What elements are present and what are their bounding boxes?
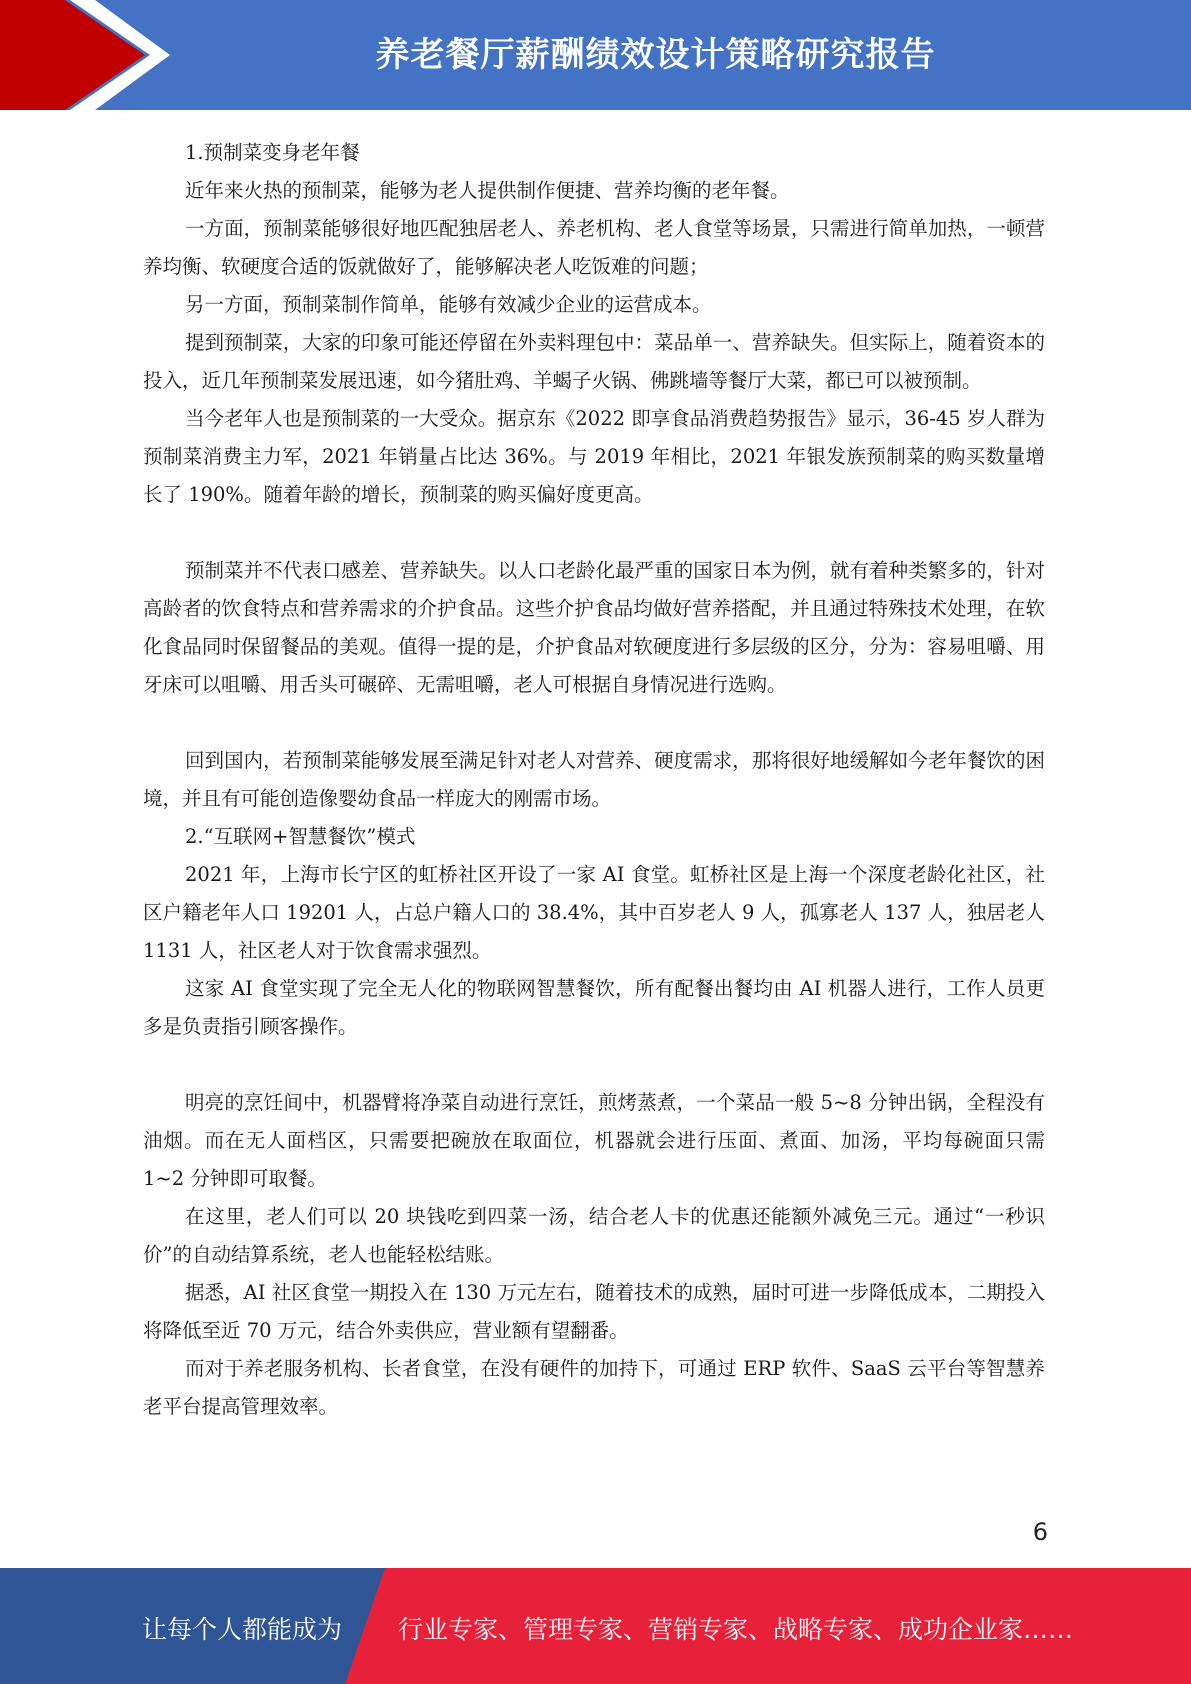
footer-slogan-left: 让每个人都能成为	[142, 1615, 343, 1644]
paragraph: 据悉，AI 社区食堂一期投入在 130 万元左右，随着技术的成熟，届时可进一步降低成本，二期投入将降低至近 70 万元，结合外卖供应，营业额有望翻番。	[143, 1281, 1045, 1342]
page-header	[0, 0, 1191, 110]
paragraph: 这家 AI 食堂实现了完全无人化的物联网智慧餐饮，所有配餐出餐均由 AI 机器人进行，工作人员更多是负责指引顾客操作。	[143, 977, 1045, 1038]
paragraph: 预制菜并不代表口感差、营养缺失。以人口老龄化最严重的国家日本为例，就有着种类繁多的，针对高龄者的饮食特点和营养需求的介护食品。这些介护食品均做好营养搭配，并且通过特殊技术处理，在软化食品同时保留餐品的美观。值得一提的是，介护食品对软硬度进行多层级的区分，分为：容易咀嚼、用牙床可以咀嚼、用舌头可碾碎、无需咀嚼，老人可根据自身情况进行选购。	[143, 559, 1045, 696]
paragraph: 回到国内，若预制菜能够发展至满足针对老人对营养、硬度需求，那将很好地缓解如今老年餐饮的困境，并且有可能创造像婴幼食品一样庞大的刚需市场。	[143, 749, 1045, 810]
paragraph-gap	[143, 514, 1045, 552]
paragraph: 在这里，老人们可以 20 块钱吃到四菜一汤，结合老人卡的优惠还能额外减免三元。通过“一秒识价”的自动结算系统，老人也能轻松结账。	[143, 1205, 1045, 1266]
paragraph: 明亮的烹饪间中，机器臂将净菜自动进行烹饪，煎烤蒸煮，一个菜品一般 5~8 分钟出锅，全程没有油烟。而在无人面档区，只需要把碗放在取面位，机器就会进行压面、煮面、加汤，平均每碗面只需 1~2 分钟即可取餐。	[143, 1091, 1045, 1190]
page-number: 6	[1032, 1518, 1048, 1546]
paragraph: 一方面，预制菜能够很好地匹配独居老人、养老机构、老人食堂等场景，只需进行简单加热，一顿营养均衡、软硬度合适的饭就做好了，能够解决老人吃饭难的问题；	[143, 217, 1045, 278]
section-heading-2: 2.“互联网+智慧餐饮”模式	[185, 825, 416, 848]
paragraph: 另一方面，预制菜制作简单，能够有效减少企业的运营成本。	[185, 293, 712, 316]
paragraph: 2021 年，上海市长宁区的虹桥社区开设了一家 AI 食堂。虹桥社区是上海一个深度老龄化社区，社区户籍老年人口 19201 人，占总户籍人口的 38.4%，其中百岁老人 9 人，孤寡老人 137 人，独居老人 1131 人，社区老人对于饮食需求强烈。	[143, 863, 1045, 962]
paragraph: 提到预制菜，大家的印象可能还停留在外卖料理包中：菜品单一、营养缺失。但实际上，随着资本的投入，近几年预制菜发展迅速，如今猪肚鸡、羊蝎子火锅、佛跳墙等餐厅大菜，都已可以被预制。	[143, 331, 1045, 392]
paragraph: 当今老年人也是预制菜的一大受众。据京东《2022 即享食品消费趋势报告》显示，36-45 岁人群为预制菜消费主力军，2021 年销量占比达 36%。与 2019 年相比，2021 年银发族预制菜的购买数量增长了 190%。随着年龄的增长，预制菜的购买偏好度更高。	[143, 407, 1045, 506]
paragraph: 而对于养老服务机构、长者食堂，在没有硬件的加持下，可通过 ERP 软件、SaaS 云平台等智慧养老平台提高管理效率。	[143, 1357, 1045, 1418]
paragraph-gap	[143, 1046, 1045, 1084]
footer-slogan-right: 行业专家、管理专家、营销专家、战略专家、成功企业家……	[398, 1615, 1074, 1644]
document-title: 养老餐厅薪酬绩效设计策略研究报告	[375, 35, 936, 75]
section-heading-1: 1.预制菜变身老年餐	[185, 141, 360, 164]
paragraph-gap	[143, 704, 1045, 742]
page-footer	[0, 1568, 1191, 1684]
paragraph: 近年来火热的预制菜，能够为老人提供制作便捷、营养均衡的老年餐。	[185, 179, 790, 202]
document-body	[143, 134, 1045, 1426]
